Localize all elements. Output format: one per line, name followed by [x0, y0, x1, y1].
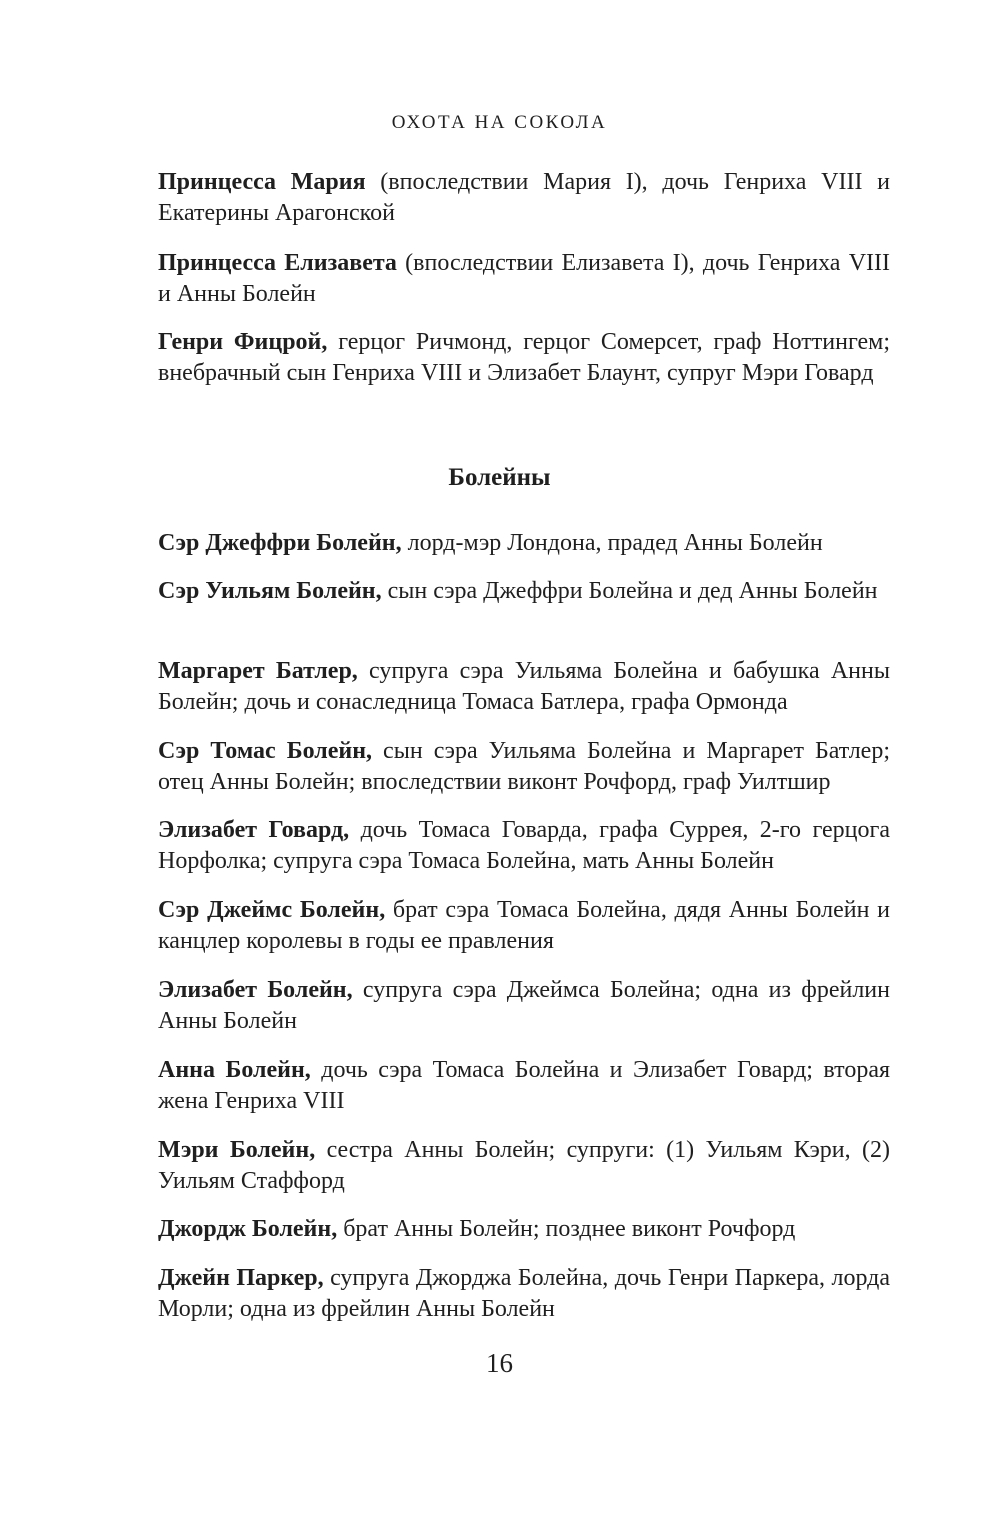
entry-name: Принцесса Елизавета	[158, 250, 397, 276]
entry-name: Сэр Джеффри Болейн,	[158, 530, 402, 556]
entry-elizabeth-howard	[158, 815, 890, 877]
entry-name: Генри Фицрой,	[158, 329, 328, 355]
entry-description: дочь Томаса Говарда, графа Суррея, 2-го герцога Норфолка; супруга сэра Томаса Болейна, мать Анны Болейн	[158, 817, 890, 874]
entry-description: сын сэра Уильяма Болейна и Маргарет Батлер; отец Анны Болейн; впоследствии виконт Рочфорд, граф Уилтшир	[158, 738, 890, 795]
entry-name: Маргарет Батлер,	[158, 658, 358, 684]
entry-margaret-butler	[158, 656, 890, 718]
entry-description: лорд-мэр Лондона, прадед Анны Болейн	[401, 530, 823, 556]
entry-name: Джордж Болейн,	[158, 1216, 338, 1242]
entry-name: Сэр Томас Болейн,	[158, 738, 373, 764]
entry-description: дочь сэра Томаса Болейна и Элизабет Говард; вторая жена Генриха VIII	[158, 1057, 891, 1114]
entry-james-boleyn	[158, 895, 890, 957]
entry-description: сын сэра Джеффри Болейна и дед Анны Болейн	[381, 578, 878, 604]
entry-description: супруга сэра Уильяма Болейна и бабушка Анны Болейн; дочь и сонаследница Томаса Батлера, графа Ормонда	[158, 658, 890, 715]
entry-henry-fitzroy	[158, 327, 890, 389]
entry-description: сестра Анны Болейн; супруги: (1) Уильям Кэри, (2) Уильям Стаффорд	[158, 1137, 890, 1194]
entry-mary-boleyn	[158, 1135, 890, 1197]
entry-jane-parker	[158, 1263, 890, 1325]
entry-william-boleyn	[158, 576, 890, 607]
entry-elizabeth-boleyn	[158, 975, 890, 1037]
entry-geoffrey-boleyn	[158, 528, 890, 559]
entry-description: супруга сэра Джеймса Болейна; одна из фрейлин Анны Болейн	[158, 977, 890, 1034]
entry-anne-boleyn	[158, 1055, 890, 1117]
entry-description: брат Анны Болейн; позднее виконт Рочфорд	[337, 1216, 796, 1242]
entry-description: (впоследствии Мария I), дочь Генриха VIII и Екатерины Арагонской	[158, 169, 890, 226]
page-number: 16	[486, 1348, 513, 1378]
section-title: Болейны	[448, 464, 551, 491]
entry-name: Джейн Паркер,	[158, 1265, 324, 1291]
entry-princess-mary	[158, 167, 890, 229]
entry-description: (впоследствии Елизавета I), дочь Генриха VIII и Анны Болейн	[158, 250, 890, 307]
entry-description: герцог Ричмонд, герцог Сомерсет, граф Ноттингем; внебрачный сын Генриха VIII и Элизабет Блаунт, супруг Мэри Говард	[158, 329, 891, 386]
entry-name: Мэри Болейн,	[158, 1137, 316, 1163]
entry-princess-elizabeth	[158, 248, 890, 310]
entry-description: супруга Джорджа Болейна, дочь Генри Паркера, лорда Морли; одна из фрейлин Анны Болейн	[158, 1265, 890, 1322]
entry-name: Элизабет Болейн,	[158, 977, 353, 1003]
entry-name: Принцесса Мария	[158, 169, 366, 195]
entry-name: Анна Болейн,	[158, 1057, 311, 1083]
entry-name: Сэр Джеймс Болейн,	[158, 897, 386, 923]
entry-name: Сэр Уильям Болейн,	[158, 578, 382, 604]
running-head: ОХОТА НА СОКОЛА	[391, 112, 608, 133]
entry-description: брат сэра Томаса Болейна, дядя Анны Болейн и канцлер королевы в годы ее правления	[158, 897, 890, 954]
entry-name: Элизабет Говард,	[158, 817, 350, 843]
entry-thomas-boleyn	[158, 736, 890, 798]
entry-george-boleyn	[158, 1214, 890, 1245]
